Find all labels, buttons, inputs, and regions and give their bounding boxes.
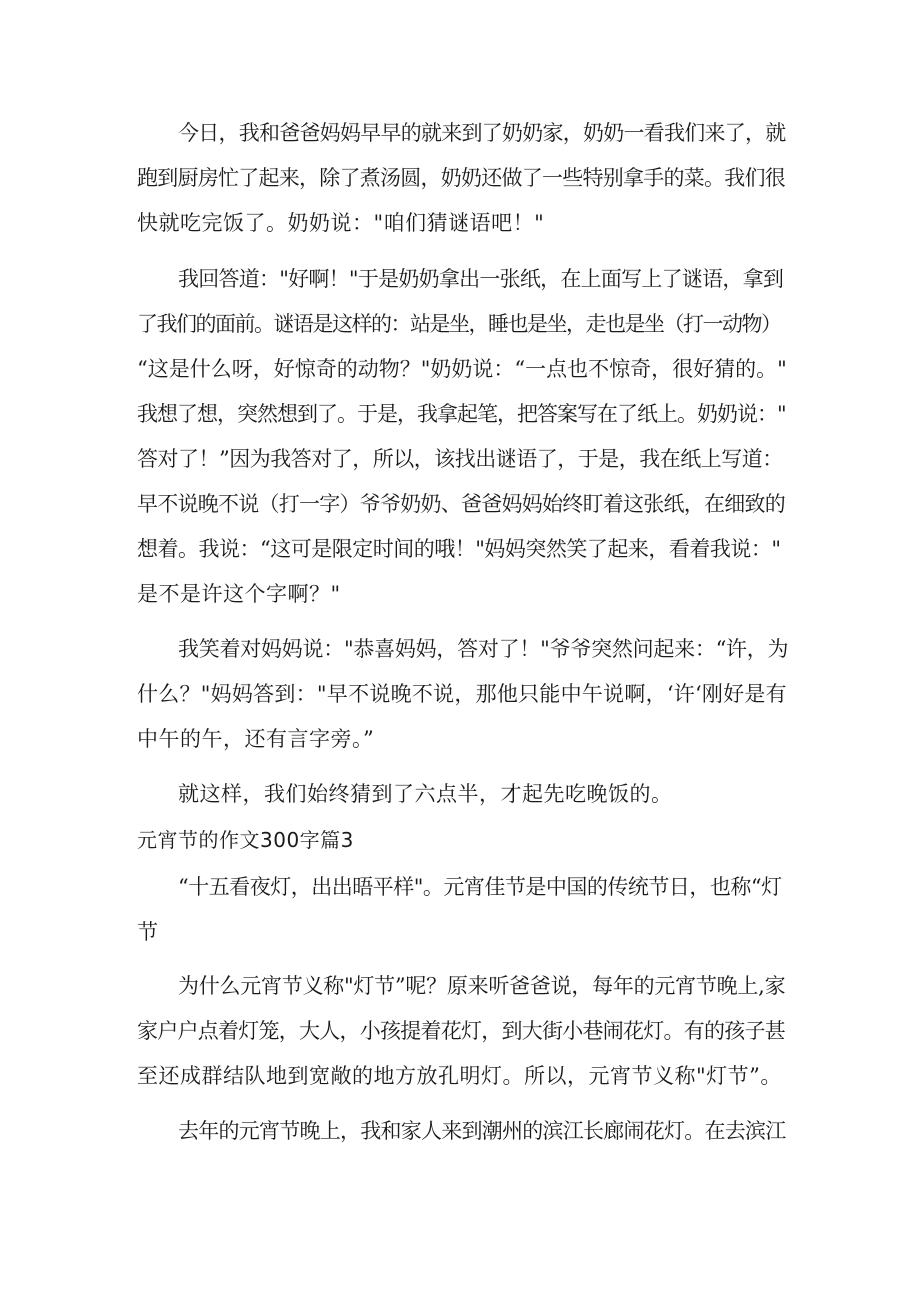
paragraph-2-line-7: 想着。我说：“这可是限定时间的哦！"妈妈突然笑了起来，看着我说：" <box>137 537 781 561</box>
paragraph-5-line-2: 节 <box>137 920 159 944</box>
paragraph-2-line-6: 早不说晚不说（打一字）爷爷奶奶、爸爸妈妈始终盯着这张纸，在细致的 <box>137 492 785 516</box>
paragraph-4-line-1: 就这样，我们始终猜到了六点半，才起先吃晚饭的。 <box>178 782 673 806</box>
paragraph-1-line-1: 今日，我和爸爸妈妈早早的就来到了奶奶家，奶奶一看我们来了，就 <box>178 121 786 145</box>
paragraph-3-line-2: 什么？"妈妈答到："早不说晚不说，那他只能中午说啊，‘许‘刚好是有 <box>137 682 787 706</box>
paragraph-3-line-3: 中午的午，还有言字旁。” <box>137 727 375 751</box>
section-heading: 元宵节的作文300字篇3 <box>137 828 354 852</box>
paragraph-6-line-1: 为什么元宵节义称"灯节”呢？原来听爸爸说，每年的元宵节晚上,家 <box>178 974 786 998</box>
paragraph-6-line-2: 家户户点着灯笼，大人，小孩提着花灯，到大街小巷闹花灯。有的孩子甚 <box>137 1019 785 1043</box>
paragraph-5-line-1: “十五看夜灯，出出晤平样"。元宵佳节是中国的传统节日，也称“灯 <box>178 875 782 899</box>
paragraph-2-line-5: 答对了！”因为我答对了，所以，该找出谜语了，于是，我在纸上写道： <box>137 447 783 471</box>
paragraph-2-line-8: 是不是许这个字啊？" <box>137 582 341 606</box>
paragraph-6-line-3: 至还成群结队地到宽敞的地方放孔明灯。所以，元宵节义称"灯节”。 <box>137 1064 782 1088</box>
paragraph-2-line-4: 我想了想，突然想到了。于是，我拿起笔，把答案写在了纸上。奶奶说：" <box>137 402 786 426</box>
paragraph-3-line-1: 我笑着对妈妈说："恭喜妈妈，答对了！"爷爷突然问起来：“许，为 <box>178 637 789 661</box>
paragraph-2-line-3: “这是什么呀，好惊奇的动物？"奶奶说：“一点也不惊奇，很好猜的。" <box>137 357 787 381</box>
paragraph-1-line-3: 快就吃完饭了。奶奶说："咱们猜谜语吧！" <box>137 211 545 235</box>
paragraph-2-line-1: 我回答道："好啊！"于是奶奶拿出一张纸，在上面写上了谜语，拿到 <box>178 267 784 291</box>
paragraph-7-line-1: 去年的元宵节晚上，我和家人来到潮州的滨江长廊闹花灯。在去滨江 <box>178 1119 786 1143</box>
paragraph-1-line-2: 跑到厨房忙了起来，除了煮汤圆，奶奶还做了一些特别拿手的菜。我们很 <box>137 166 785 190</box>
paragraph-2-line-2: 了我们的面前。谜语是这样的：站是坐，睡也是坐，走也是坐（打一动物） <box>137 312 781 336</box>
